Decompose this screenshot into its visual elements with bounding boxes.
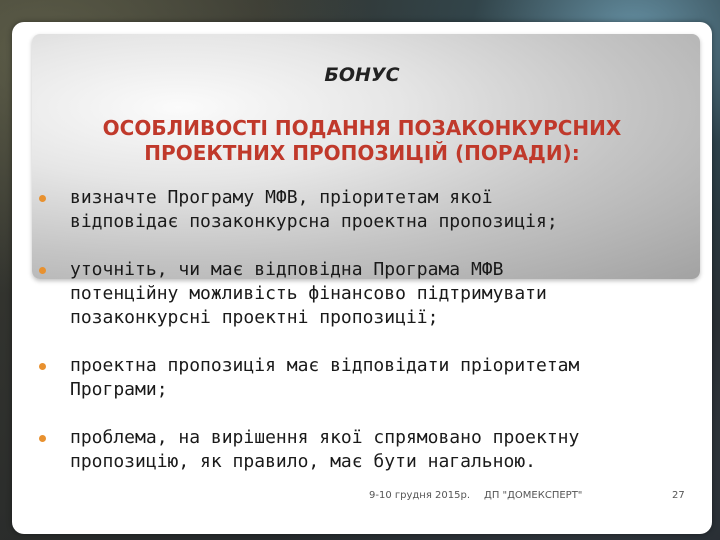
footer-date: 9-10 грудня 2015р. [369,490,471,501]
bullet-dot-icon [39,195,46,202]
slide-heading-line: ПРОЕКТНИХ ПРОПОЗИЦІЙ (ПОРАДИ): [144,141,580,165]
slide-heading-line: ОСОБЛИВОСТІ ПОДАННЯ ПОЗАКОНКУРСНИХ [102,116,622,140]
bullet-dot-icon [39,435,46,442]
bullet-text-line: визначте Програму МФВ, пріоритетам якої [70,187,493,208]
bullet-text-line: уточніть, чи має відповідна Програма МФВ [70,259,504,280]
bullet-text-line: проблема, на вирішення якої спрямовано проектну [70,427,580,448]
bullet-item [34,426,694,474]
footer-organization: ДП "ДОМЕКСПЕРТ" [484,490,583,501]
bullet-text-line: Програми; [70,379,168,400]
bullet-item [34,186,694,234]
bullet-item [34,354,694,402]
slide [12,22,712,534]
slide-heading [12,116,712,166]
bullet-text-line: пропозицію, як правило, має бути нагальною. [70,451,536,472]
slide-subtitle: БОНУС [324,64,400,86]
bullet-text-line: потенційну можливість фінансово підтримувати [70,283,547,304]
bullet-dot-icon [39,363,46,370]
bullet-item [34,258,694,330]
bullet-text-line: позаконкурсні проектні пропозиції; [70,307,439,328]
bullet-text-line: проектна пропозиція має відповідати пріоритетам [70,355,580,376]
bullet-list [34,186,694,498]
bullet-text-line: відповідає позаконкурсна проектна пропозиція; [70,211,558,232]
slide-number: 27 [672,490,685,501]
bullet-dot-icon [39,267,46,274]
